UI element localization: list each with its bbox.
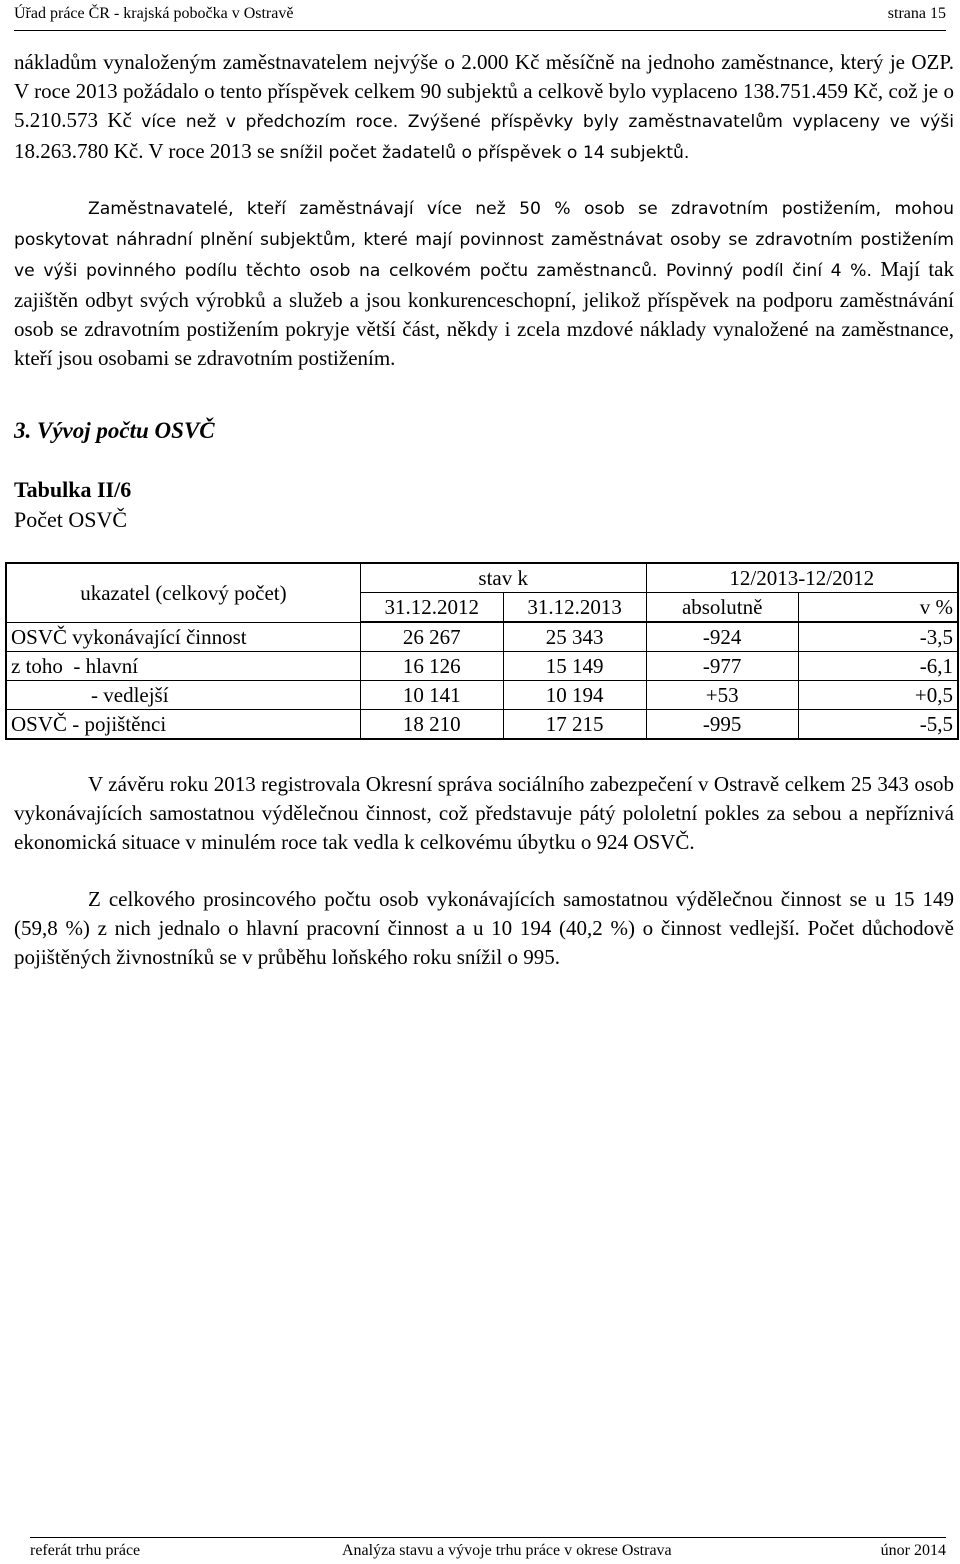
row-absolute: -995 (646, 710, 798, 740)
section-heading: 3. Vývoj počtu OSVČ (14, 418, 215, 443)
row-value-2013: 10 194 (503, 681, 646, 710)
table-title: Tabulka II/6 (14, 477, 132, 502)
para2-text-a: Zaměstnavatelé, kteří zaměstnávají více než 50 % osob se zdravotním postižením, mohou poskytovat náhradní plnění subjektům, které mají povinnost zaměstnávat osoby se zdravotním postižením ve výši povinného podílu těchto osob na celkovém počtu zaměstnanců. Povinný podíl činí 4 %. (14, 199, 954, 281)
para1-text-d: snížil počet žadatelů o příspěvek o 14 subjektů. (279, 143, 690, 163)
header-indicator: ukazatel (celkový počet) (6, 563, 360, 622)
para4-text: Z celkového prosincového počtu osob vykonávajících samostatnou výdělečnou činnost se u 15 149 (59,8 %) z nich jednalo o hlavní pracovní činnost a u 10 194 (40,2 %) o činnost vedlejší. Počet důchodově pojištěných živnostníků se v průběhu loňského roku snížil o 995. (14, 887, 954, 969)
page-footer (30, 1537, 946, 1562)
page-header (14, 0, 946, 31)
paragraph-osvc-breakdown (14, 885, 954, 972)
row-label: OSVČ vykonávající činnost (6, 622, 360, 652)
paragraph-contributions (14, 48, 954, 168)
para1-text-c: 18.263.780 Kč. V roce 2013 se (14, 139, 280, 163)
row-value-2012: 10 141 (360, 681, 503, 710)
row-label: z toho - hlavní (6, 652, 360, 681)
row-value-2013: 15 149 (503, 652, 646, 681)
header-absolute: absolutně (646, 593, 798, 623)
row-percent: -3,5 (798, 622, 958, 652)
table-row (6, 652, 958, 681)
paragraph-osvc-summary (14, 770, 954, 857)
row-label: OSVČ - pojištěnci (6, 710, 360, 740)
para1-text-b: více než v předchozím roce. Zvýšené příspěvky byly zaměstnavatelům vyplaceny ve výši (141, 112, 954, 132)
table-row (6, 622, 958, 652)
header-date-2012: 31.12.2012 (360, 593, 503, 623)
para1-text-a: nákladům vynaloženým zaměstnavatelem nejvýše o 2.000 Kč měsíčně na jednoho zaměstnance, který je OZP. V roce 2013 požádalo o tento příspěvek celkem 90 subjektů a celkově bylo vyplaceno 138.751.459 Kč, což je o 5.210.573 Kč (14, 50, 954, 132)
row-absolute: -924 (646, 622, 798, 652)
row-label: - vedlejší (6, 681, 360, 710)
para2-text-b: Mají tak zajištěn odbyt svých výrobků a služeb a jsou konkurenceschopní, jelikož příspěvek na podporu zaměstnávání osob se zdravotním postižením pokryje větší část, někdy i zcela mzdové náklady vynaložené na zaměstnance, kteří jsou osobami se zdravotním postižením. (14, 257, 954, 370)
para3-text: V závěru roku 2013 registrovala Okresní správa sociálního zabezpečení v Ostravě celkem 25 343 osob vykonávajících samostatnou výdělečnou činnost, což představuje pátý pololetní pokles za sebou a nepříznivá ekonomická situace v minulém roce tak vedla k celkovému úbytku o 924 OSVČ. (14, 772, 954, 854)
header-change-group: 12/2013-12/2012 (646, 563, 958, 593)
header-percent: v % (798, 593, 958, 623)
row-percent: +0,5 (798, 681, 958, 710)
row-value-2013: 25 343 (503, 622, 646, 652)
row-value-2012: 26 267 (360, 622, 503, 652)
row-absolute: -977 (646, 652, 798, 681)
footer-report-title: Analýza stavu a vývoje trhu práce v okrese Ostrava (342, 1542, 672, 1559)
table-subtitle: Počet OSVČ (14, 507, 128, 532)
osvc-table (5, 562, 959, 740)
table-header-row (6, 563, 958, 593)
header-office-name: Úřad práce ČR - krajská pobočka v Ostravě (14, 5, 294, 22)
row-percent: -6,1 (798, 652, 958, 681)
paragraph-substitute-fulfilment (14, 193, 954, 373)
row-percent: -5,5 (798, 710, 958, 740)
table-row (6, 710, 958, 740)
footer-date: únor 2014 (880, 1542, 946, 1559)
row-value-2012: 16 126 (360, 652, 503, 681)
header-page-number: strana 15 (887, 5, 946, 22)
row-absolute: +53 (646, 681, 798, 710)
row-value-2013: 17 215 (503, 710, 646, 740)
row-value-2012: 18 210 (360, 710, 503, 740)
header-state-group: stav k (360, 563, 646, 593)
table-row (6, 681, 958, 710)
header-date-2013: 31.12.2013 (503, 593, 646, 623)
footer-department: referát trhu práce (30, 1542, 141, 1559)
